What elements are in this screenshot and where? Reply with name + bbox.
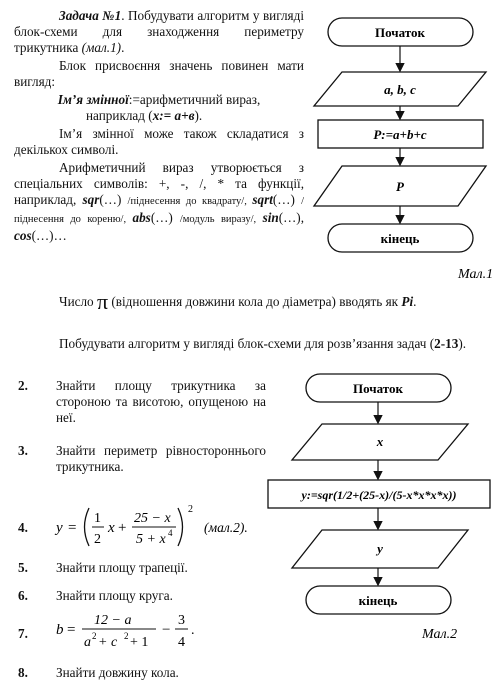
formula4-d2: 5 + x [136, 532, 166, 547]
formula4-rparen [178, 508, 183, 546]
formula4-plus: + [118, 520, 127, 536]
formula7-n2: 3 [178, 613, 185, 628]
tasks-intro: Побудувати алгоритм у вигляді блок-схеми для розв’язання задач (2-13). [59, 336, 467, 351]
task1-para-example: наприклад (х:= а+в). [86, 108, 203, 123]
task-item-8: 8. Знайти довжину кола. [18, 665, 179, 680]
task-item-5: 5. Знайти площу трапеції. [18, 560, 188, 575]
task-item-2: 2. Знайти площу трикутника за стороною та висотою, опущеною на неї. [18, 378, 266, 425]
formula7-den-a: a [84, 635, 91, 650]
fc2-caption: Мал.2 [422, 627, 458, 642]
fc2-end-label: кінець [358, 593, 398, 608]
flowchart-2 [262, 368, 498, 648]
formula7-d2: 4 [178, 635, 185, 650]
task1-title-bold: Задача №1 [59, 8, 122, 23]
fc2-output-label: y [377, 541, 383, 556]
flowchart-1 [310, 8, 495, 288]
formula4-n2: 25 − x [134, 511, 171, 526]
task1-para-assign: Блок присвоєння значень повинен мати вигляд: [14, 58, 304, 89]
formula7-eq: = [67, 622, 76, 638]
fc1-end-label: кінець [380, 231, 420, 246]
formula4-eq: = [68, 520, 77, 536]
formula4-d1: 2 [94, 532, 101, 547]
task1-block [14, 8, 304, 244]
formula7-b: b [56, 622, 64, 638]
task-item-6: 6. Знайти площу круга. [18, 588, 173, 603]
task-item-4: 4. [18, 520, 28, 535]
task1-para-varchars: Ім’я змінної може також складатися з декількох символі. [14, 126, 304, 157]
formula-4 [54, 500, 284, 552]
task1-title: Задача №1. Побудувати алгоритм у вигляді блок-схеми для знаходження периметру трикутника (мал.1). [14, 8, 304, 55]
formula7-den-a-exp: 2 [92, 631, 97, 641]
formula7-dot: . [191, 623, 195, 638]
formula7-den-mid: + c [98, 635, 118, 650]
task1-pi-para: Число π (відношення довжини кола до діаметра) вводять як Pi. [59, 289, 417, 314]
fc2-input-label: x [376, 434, 384, 449]
task-item-3: 3. Знайти периметр рівностороннього трикутника. [18, 443, 266, 474]
fc1-start-label: Початок [375, 25, 425, 40]
formula7-num: 12 − a [94, 613, 132, 628]
fc1-input-label: a, b, c [384, 82, 416, 97]
formula7-den-c-exp: 2 [124, 631, 129, 641]
task1-para-expression: Арифметичний вираз утворюється з спеціальних символів: +, -, /, * та функції, наприклад, sqr(…) /піднесення до квадрату/, sqrt(…) /піднесення до кореню/, abs(…) /модуль виразу/, sin(…), cos(…)… [14, 160, 304, 243]
formula4-n1: 1 [94, 511, 101, 526]
pi-symbol: π [96, 289, 109, 314]
formula7-den-end: + 1 [130, 635, 149, 650]
fc2-start-label: Початок [353, 381, 403, 396]
task1-para-varname: Ім’я змінної:=арифметичний вираз, [57, 92, 261, 107]
formula7-minus: − [162, 622, 171, 638]
formula4-y: y [56, 520, 63, 536]
formula4-x: x [108, 520, 115, 536]
fc1-caption: Мал.1 [458, 267, 494, 282]
formula4-d2-exp: 4 [168, 528, 173, 538]
formula-7 [54, 608, 224, 658]
fc2-process-label: y:=sqr(1/2+(25-x)/(5-x*x*x*x)) [301, 488, 457, 502]
formula4-exp: 2 [188, 504, 193, 515]
fc1-output-label: P [396, 179, 404, 194]
task-item-7: 7. [18, 626, 28, 641]
formula4-ref: (мал.2). [204, 520, 248, 535]
formula4-lparen [85, 508, 90, 546]
fc1-process-label: P:=a+b+c [373, 127, 427, 142]
